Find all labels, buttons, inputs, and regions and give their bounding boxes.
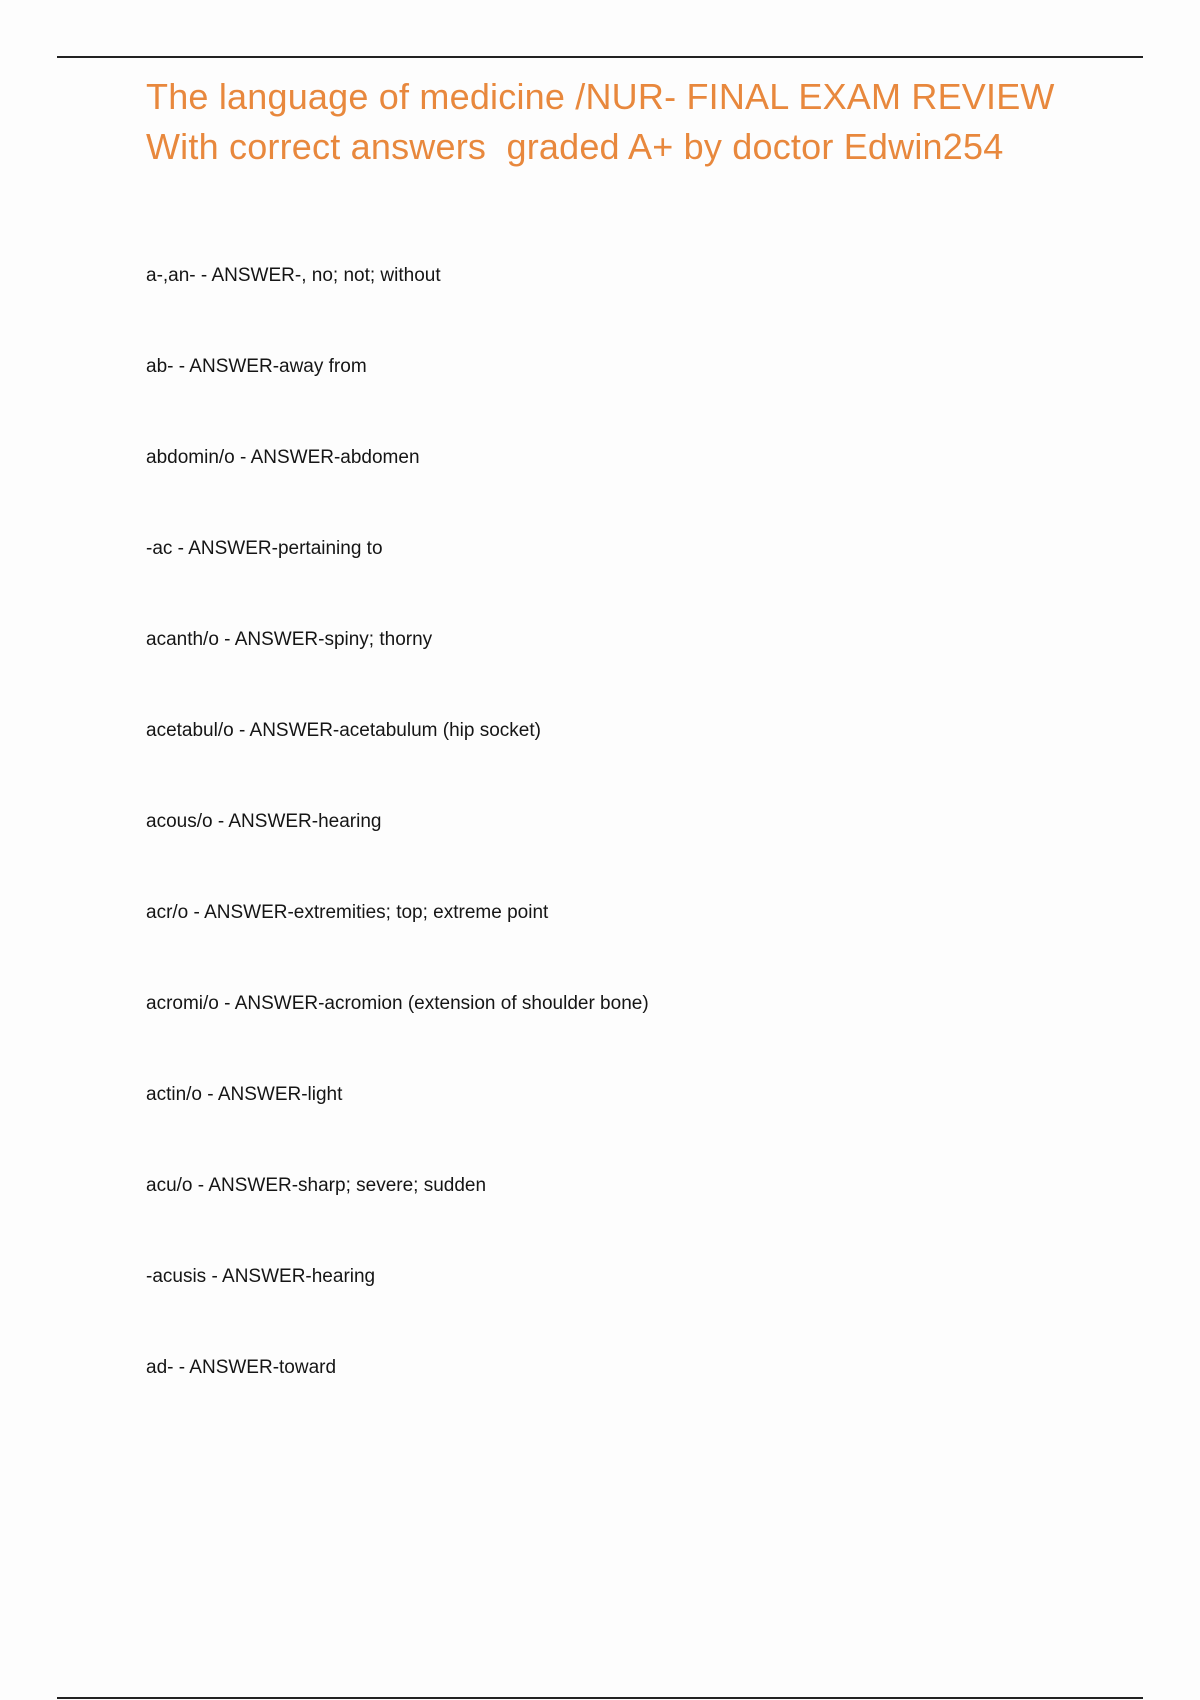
term-entry: a-,an- - ANSWER-, no; not; without — [146, 265, 441, 286]
term-entry: -ac - ANSWER-pertaining to — [146, 538, 383, 559]
title-line-1: The language of medicine /NUR- FINAL EXAM REVIEW — [146, 76, 1055, 117]
term-entry: -acusis - ANSWER-hearing — [146, 1266, 376, 1287]
term-entry: acr/o - ANSWER-extremities; top; extreme point — [146, 902, 549, 923]
term-list — [146, 264, 1096, 1447]
term-entry: acu/o - ANSWER-sharp; severe; sudden — [146, 1175, 487, 1196]
document-title — [146, 72, 1146, 172]
title-line-2: With correct answers graded A+ by doctor Edwin254 — [146, 126, 1004, 167]
term-entry: abdomin/o - ANSWER-abdomen — [146, 447, 420, 468]
term-entry: acromi/o - ANSWER-acromion (extension of shoulder bone) — [146, 993, 649, 1014]
term-entry: acetabul/o - ANSWER-acetabulum (hip socket) — [146, 720, 541, 741]
term-entry: ab- - ANSWER-away from — [146, 356, 367, 377]
term-entry: ad- - ANSWER-toward — [146, 1357, 337, 1378]
top-rule — [57, 56, 1143, 58]
term-entry: acous/o - ANSWER-hearing — [146, 811, 382, 832]
term-entry: acanth/o - ANSWER-spiny; thorny — [146, 629, 433, 650]
bottom-rule — [57, 1697, 1143, 1699]
term-entry: actin/o - ANSWER-light — [146, 1084, 343, 1105]
